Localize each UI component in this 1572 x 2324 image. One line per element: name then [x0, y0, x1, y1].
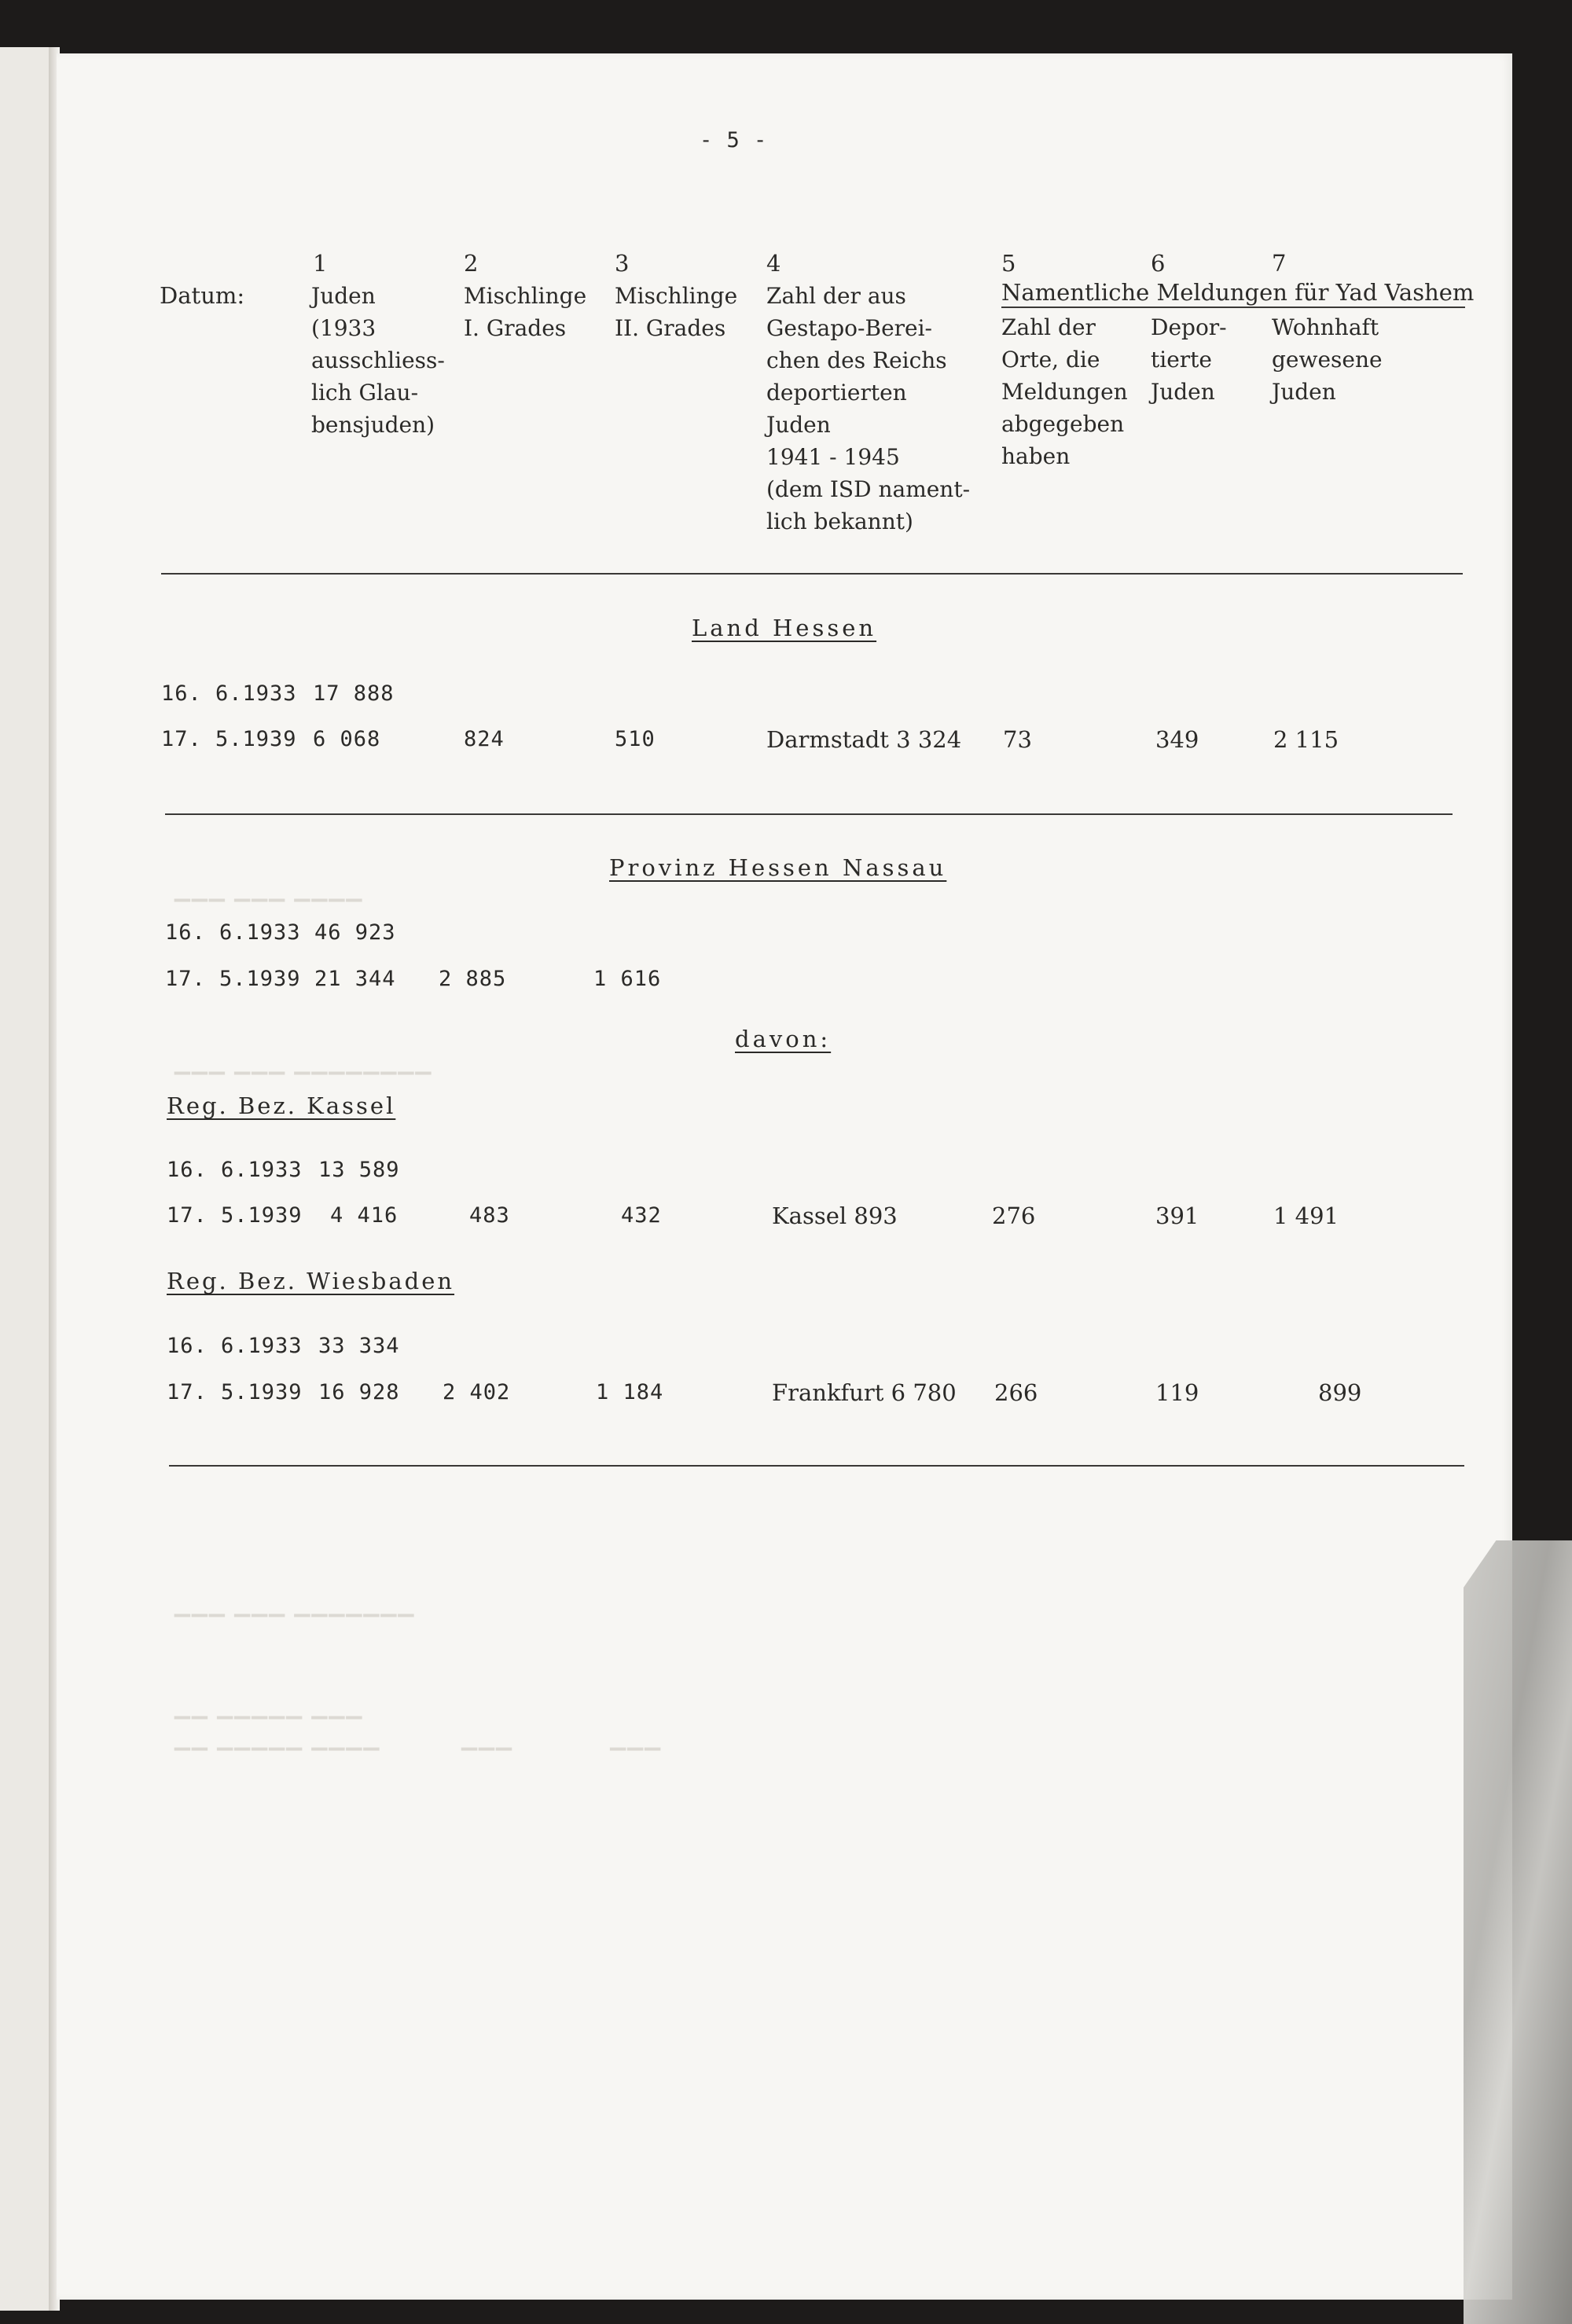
row-mischlinge-1: 824	[464, 727, 505, 751]
row-juden: 4 416	[330, 1203, 399, 1228]
row-mischlinge-2: 1 184	[596, 1380, 664, 1404]
row-mischlinge-1: 2 402	[443, 1380, 511, 1404]
row-juden: 13 589	[318, 1158, 400, 1182]
row-juden: 16 928	[318, 1380, 400, 1404]
row-mischlinge-2: 510	[615, 727, 656, 751]
row-orte: 266	[994, 1379, 1038, 1406]
yad-vashem-span-title: Namentliche Meldungen für Yad Vashem	[1001, 278, 1465, 308]
col6-number: 6	[1151, 250, 1166, 277]
row-date: 17. 5.1939	[161, 727, 297, 751]
header-rule	[161, 573, 1463, 575]
col2-number: 2	[464, 250, 479, 277]
col4-number: 4	[766, 250, 781, 277]
col3-number: 3	[615, 250, 630, 277]
row-juden: 21 344	[314, 967, 396, 991]
bleed-through: ▁▁▁ ▁▁▁ ▁▁▁▁	[174, 879, 364, 902]
row-mischlinge-2: 432	[621, 1203, 662, 1228]
col3-header: Mischlinge II. Grades	[615, 283, 738, 341]
bleed-through: ▁▁ ▁▁▁▁▁ ▁▁▁	[174, 1696, 364, 1720]
bleed-through: ▁▁▁ ▁▁▁ ▁▁▁▁▁▁▁	[174, 1594, 416, 1617]
davon-label: davon:	[735, 1026, 832, 1052]
col7-header: Wohnhaft gewesene Juden	[1272, 314, 1383, 405]
row-wohnhaft: 2 115	[1273, 726, 1339, 753]
row-date: 17. 5.1939	[165, 967, 301, 991]
col5-header: Zahl der Orte, die Meldungen abgegeben haben	[1001, 314, 1128, 469]
bleed-through: ▁▁▁ ▁▁▁ ▁▁▁▁▁▁▁▁	[174, 1052, 433, 1075]
row-wohnhaft: 899	[1318, 1379, 1362, 1406]
subsection-title-wiesbaden: Reg. Bez. Wiesbaden	[167, 1268, 455, 1294]
col7-number: 7	[1272, 250, 1287, 277]
col2-header: Mischlinge I. Grades	[464, 283, 587, 341]
row-deportiert: Frankfurt 6 780	[772, 1379, 957, 1406]
row-date: 16. 6.1933	[161, 681, 297, 706]
row-date: 17. 5.1939	[167, 1380, 303, 1404]
row-mischlinge-1: 483	[469, 1203, 510, 1228]
row-deportierte-juden: 119	[1155, 1379, 1199, 1406]
row-date: 16. 6.1933	[165, 920, 301, 945]
row-juden: 33 334	[318, 1334, 400, 1358]
row-deportiert: Kassel 893	[772, 1202, 898, 1229]
col1-header: Juden (1933 ausschliess- lich Glau- bensjuden)	[311, 283, 445, 438]
row-date: 17. 5.1939	[167, 1203, 303, 1228]
row-juden: 6 068	[313, 727, 381, 751]
page-number: - 5 -	[700, 128, 768, 152]
bottom-rule	[169, 1465, 1464, 1467]
row-deportierte-juden: 349	[1155, 726, 1199, 753]
row-mischlinge-1: 2 885	[439, 967, 507, 991]
row-wohnhaft: 1 491	[1273, 1202, 1339, 1229]
col5-number: 5	[1001, 250, 1016, 277]
section-title-hessen-nassau: Provinz Hessen Nassau	[609, 854, 947, 881]
row-deportiert: Darmstadt 3 324	[766, 726, 962, 753]
bleed-through: ▁▁ ▁▁▁▁▁ ▁▁▁▁ ▁▁▁ ▁▁▁	[174, 1727, 663, 1751]
section-rule	[165, 813, 1453, 815]
row-orte: 73	[1003, 726, 1032, 753]
col6-header: Depor- tierte Juden	[1151, 314, 1227, 405]
subsection-title-kassel: Reg. Bez. Kassel	[167, 1092, 396, 1119]
row-mischlinge-2: 1 616	[593, 967, 662, 991]
row-juden: 17 888	[313, 681, 395, 706]
binder-tab	[1464, 1540, 1572, 2324]
row-date: 16. 6.1933	[167, 1158, 303, 1182]
col1-number: 1	[313, 250, 328, 277]
datum-label: Datum:	[160, 282, 245, 309]
col4-header: Zahl der aus Gestapo-Berei- chen des Reichs deportierten Juden 1941 - 1945 (dem ISD nament- lich bekannt)	[766, 283, 971, 534]
row-orte: 276	[992, 1202, 1036, 1229]
row-juden: 46 923	[314, 920, 396, 945]
section-title-land-hessen: Land Hessen	[692, 615, 877, 641]
row-date: 16. 6.1933	[167, 1334, 303, 1358]
row-deportierte-juden: 391	[1155, 1202, 1199, 1229]
